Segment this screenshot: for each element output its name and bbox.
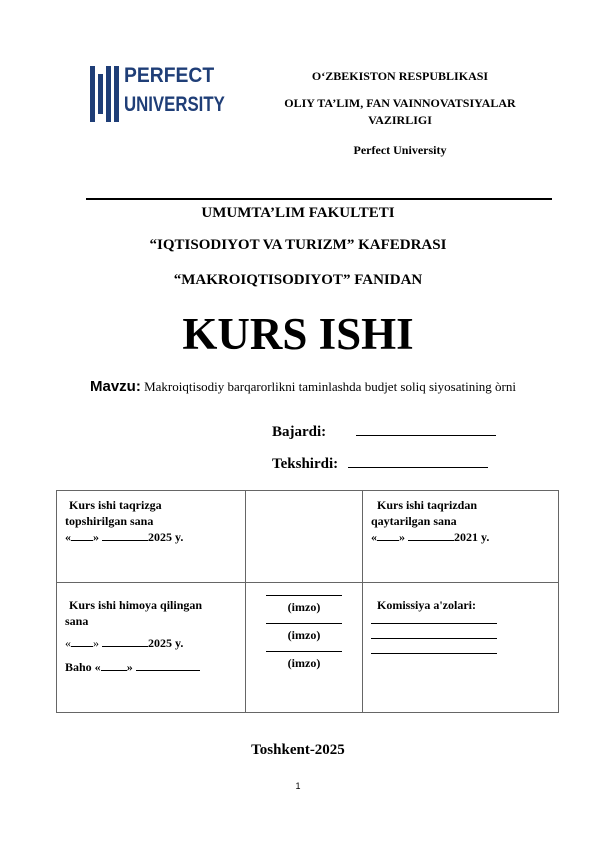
defense-date: « » 2025 y. (65, 636, 184, 650)
republic-title: O‘ZBEKISTON RESPUBLIKASI (311, 69, 489, 83)
topic-label: Mavzu: (90, 378, 141, 395)
commission-cell (363, 583, 559, 713)
logo-bars-icon (90, 66, 122, 122)
empty-cell (246, 491, 363, 583)
submitted-cell (57, 491, 246, 583)
logo-line1: PERFECT (124, 64, 215, 87)
checked-by-line (348, 455, 488, 468)
university-logo (90, 64, 242, 126)
signature-label-2: (imzo) (287, 628, 321, 642)
signature-line-2 (266, 623, 342, 624)
signature-line-3 (266, 651, 342, 652)
university-name: Perfect University (353, 143, 447, 157)
logo-line2: UNIVERSITY (124, 93, 225, 116)
page-number: 1 (295, 781, 301, 791)
commission-line-2 (371, 638, 497, 639)
submitted-line2: topshirilgan sana (65, 514, 154, 528)
commission-line-1 (371, 623, 497, 624)
done-by-line (356, 423, 496, 436)
submitted-line1: Kurs ishi taqrizga (69, 498, 162, 512)
returned-line2: qaytarilgan sana (371, 514, 457, 528)
topic (90, 378, 516, 395)
grade-row: Baho « » (65, 659, 237, 675)
signature-label-1: (imzo) (287, 600, 321, 614)
signatures-cell (246, 583, 363, 713)
checked-by-label: Tekshirdi: (272, 456, 339, 472)
done-by-label: Bajardi: (272, 424, 327, 440)
approval-table (56, 490, 559, 713)
ministry-line1: OLIY TA’LIM, FAN VAINNOVATSIYALAR (284, 96, 516, 110)
returned-line1: Kurs ishi taqrizdan (377, 498, 478, 512)
defense-cell (57, 583, 246, 713)
done-by-row (272, 423, 496, 441)
commission-line-3 (371, 653, 497, 654)
commission-label: Komissiya a'zolari: (377, 598, 476, 612)
returned-date: « » 2021 y. (371, 530, 490, 544)
checked-by-row (272, 455, 488, 473)
faculty-title: UMUMTA’LIM FAKULTETI (201, 205, 395, 221)
returned-cell (363, 491, 559, 583)
header-divider (86, 198, 552, 200)
defense-line2: sana (65, 614, 89, 628)
document-type: KURS ISHI (182, 309, 414, 359)
signature-line-1 (266, 595, 342, 596)
submitted-date: « » 2025 y. (65, 530, 184, 544)
topic-text: Makroiqtisodiy barqarorlikni taminlashda budjet soliq siyosatining òrni (140, 379, 516, 394)
department-title: “IQTISODIYOT VA TURIZM” KAFEDRASI (149, 237, 447, 253)
footer-city-year: Toshkent-2025 (251, 742, 345, 758)
subject-title: “MAKROIQTISODIYOT” FANIDAN (173, 272, 423, 288)
defense-line1: Kurs ishi himoya qilingan (69, 598, 203, 612)
ministry-line2: VAZIRLIGI (368, 113, 432, 127)
signature-label-3: (imzo) (287, 656, 321, 670)
